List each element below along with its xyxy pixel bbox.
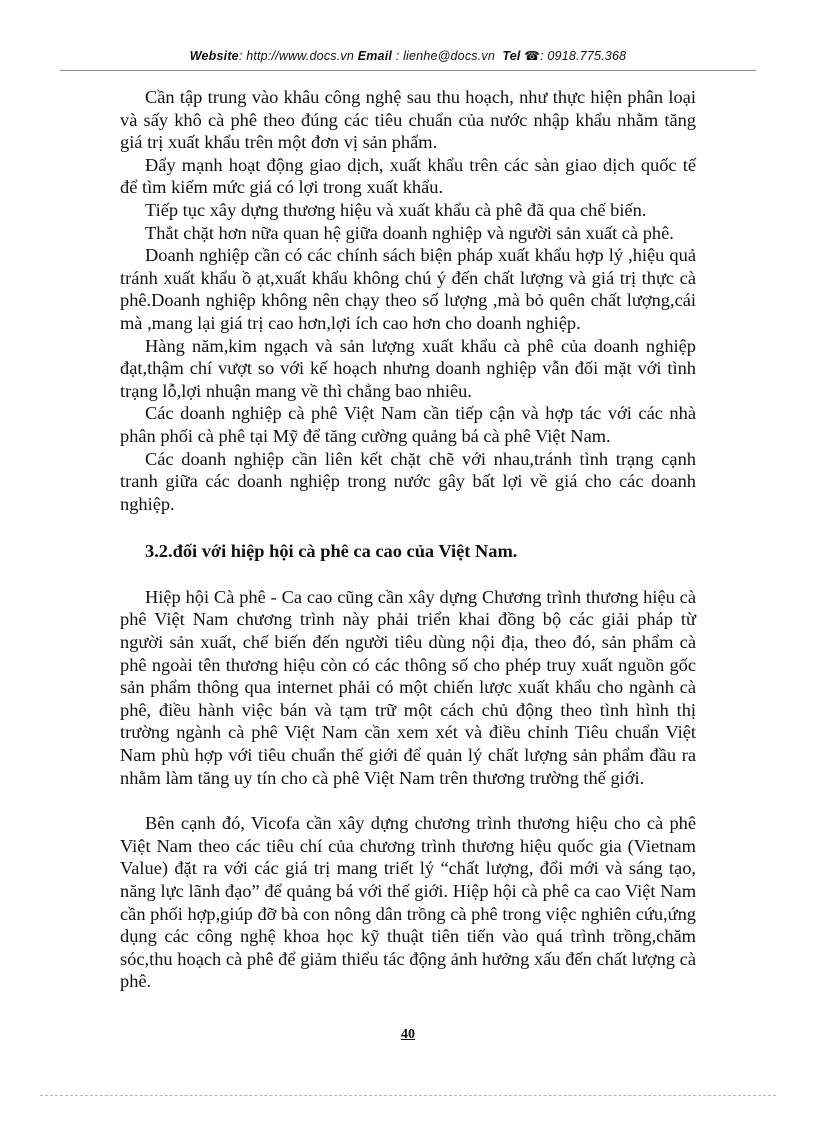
header-divider (60, 70, 756, 71)
tel-label: Tel (502, 49, 521, 63)
paragraph: Tiếp tục xây dựng thương hiệu và xuất khẩu cà phê đã qua chế biến. (145, 199, 647, 220)
section-heading: 3.2.đối với hiệp hội cà phê ca cao của Việt Nam. (145, 541, 518, 562)
page-header (60, 48, 756, 63)
spacer (120, 789, 696, 812)
website-value: : http://www.docs.vn (238, 49, 355, 63)
paragraph: Doanh nghiệp cần có các chính sách biện pháp xuất khẩu hợp lý ,hiệu quả tránh xuất khẩu ồ ạt,xuất khẩu không chú ý đến chất lượng và giá trị thực cà phê.Doanh nghiệp không nên chạy theo số lượng ,mà bỏ quên chất lượng,cái mà ,mang lại giá trị cao hơn,lợi ích cao hơn cho doanh nghiệp. (120, 245, 696, 333)
paragraph: Đẩy mạnh hoạt động giao dịch, xuất khẩu trên các sàn giao dịch quốc tế để tìm kiếm mức giá có lợi trong xuất khẩu. (120, 154, 696, 198)
spacer (120, 515, 696, 540)
spacer (120, 563, 696, 586)
paragraph: Hiệp hội Cà phê - Ca cao cũng cần xây dựng Chương trình thương hiệu cà phê Việt Nam chương trình này phải triển khai đồng bộ các giải pháp từ người sản xuất, chế biến đến người tiêu dùng nội địa, theo đó, sản phẩm cà phê ngoài tên thương hiệu còn có các thông số cho phép truy xuất nguồn gốc sản phẩm thông qua internet phải có một chiến lược xuất khẩu cho ngành cà phê, điều hành việc bán và tạm trữ một cách chủ động theo tình hình thị trường ngành cà phê Việt Nam cần xem xét và điều chỉnh Tiêu chuẩn Việt Nam phù hợp với tiêu chuẩn thế giới để quản lý chất lượng sản phẩm đầu ra nhằm làm tăng uy tín cho cà phê Việt Nam trên thương trường thế giới. (120, 586, 696, 788)
paragraph: Các doanh nghiệp cà phê Việt Nam cần tiếp cận và hợp tác với các nhà phân phối cà phê tại Mỹ để tăng cường quảng bá cà phê Việt Nam. (120, 403, 696, 446)
tel-value: : 0918.775.368 (540, 49, 627, 63)
email-value: : lienhe@docs.vn (392, 49, 496, 63)
paragraph: Thắt chặt hơn nữa quan hệ giữa doanh nghiệp và người sản xuất cà phê. (145, 222, 674, 243)
document-body (120, 86, 696, 993)
telephone-icon: ☎ (524, 49, 541, 63)
website-label: Website (189, 49, 239, 63)
paragraph: Hàng năm,kim ngạch và sản lượng xuất khẩu cà phê của doanh nghiệp đạt,thậm chí vượt so với kế hoạch nhưng doanh nghiệp vẫn đối mặt với tình trạng lỗ,lợi nhuận mang về thì chẳng bao nhiêu. (120, 335, 696, 401)
footer-divider (40, 1095, 776, 1096)
paragraph: Bên cạnh đó, Vicofa cần xây dựng chương trình thương hiệu cho cà phê Việt Nam theo các tiêu chí của chương trình thương hiệu quốc gia (Vietnam Value) đặt ra với các giá trị mang triết lý “chất lượng, đổi mới và sáng tạo, năng lực lãnh đạo” để quảng bá với thế giới. Hiệp hội cà phê ca cao Việt Nam cần phối hợp,giúp đỡ bà con nông dân trồng cà phê trong việc nghiên cứu,ứng dụng các công nghệ khoa học kỹ thuật tiên tiến vào quá trình trồng,chăm sóc,thu hoạch cà phê để giảm thiểu tác động ảnh hưởng xấu đến chất lượng cà phê. (120, 813, 696, 992)
page-number: 40 (401, 1027, 415, 1042)
email-label: Email (357, 49, 393, 63)
paragraph: Các doanh nghiệp cần liên kết chặt chẽ với nhau,tránh tình trạng cạnh tranh giữa các doanh nghiệp trong nước gây bất lợi về giá cho các doanh nghiệp. (120, 448, 696, 514)
paragraph: Cần tập trung vào khâu công nghệ sau thu hoạch, như thực hiện phân loại và sấy khô cà phê theo đúng các tiêu chuẩn của nước nhập khẩu nhằm tăng giá trị xuất khẩu trên một đơn vị sản phẩm. (120, 87, 696, 153)
